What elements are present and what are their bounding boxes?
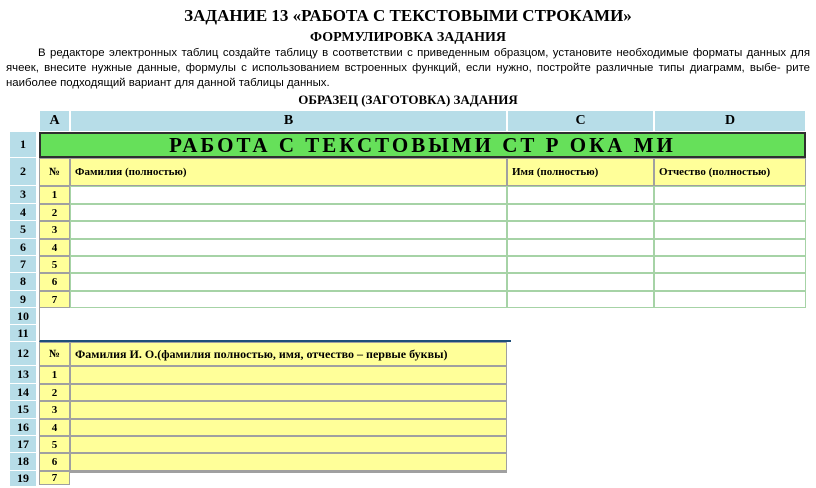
row-header-15[interactable]: 15 <box>10 401 36 419</box>
table1-row-number: 6 <box>39 273 70 291</box>
row-header-13[interactable]: 13 <box>10 366 36 384</box>
table1-data-cell[interactable] <box>70 204 507 221</box>
table1-row-number: 1 <box>39 186 70 204</box>
row-header-8[interactable]: 8 <box>10 273 36 291</box>
table2-data-cell[interactable] <box>70 453 507 471</box>
table2-data-cell[interactable] <box>70 384 507 401</box>
table1-data-cell[interactable] <box>654 204 806 221</box>
table1-data-cell[interactable] <box>654 256 806 273</box>
table1-header-2: Фамилия (полностью) <box>70 158 507 186</box>
table1-data-cell[interactable] <box>70 239 507 256</box>
table2-data-cell[interactable] <box>70 436 507 453</box>
row-header-1[interactable]: 1 <box>10 132 36 158</box>
table1-row-number: 7 <box>39 291 70 308</box>
table1-data-cell[interactable] <box>654 291 806 308</box>
table1-row-number: 4 <box>39 239 70 256</box>
table1-data-cell[interactable] <box>70 186 507 204</box>
table1-data-cell[interactable] <box>70 256 507 273</box>
table2-row-number: 5 <box>39 436 70 453</box>
table2-data-cell[interactable] <box>70 366 507 384</box>
row-header-3[interactable]: 3 <box>10 186 36 204</box>
row-header-9[interactable]: 9 <box>10 291 36 308</box>
row-header-19[interactable]: 19 <box>10 471 36 487</box>
row-header-2[interactable]: 2 <box>10 158 36 186</box>
row-header-17[interactable]: 17 <box>10 436 36 453</box>
table1-data-cell[interactable] <box>507 239 654 256</box>
table1-data-cell[interactable] <box>70 221 507 239</box>
row-header-4[interactable]: 4 <box>10 204 36 221</box>
table1-data-cell[interactable] <box>70 291 507 308</box>
row-header-11[interactable]: 11 <box>10 325 36 342</box>
table2-data-cell[interactable] <box>70 419 507 436</box>
row-header-5[interactable]: 5 <box>10 221 36 239</box>
row-header-10[interactable]: 10 <box>10 308 36 325</box>
table1-header-3: Имя (полностью) <box>507 158 654 186</box>
table2-row-number: 7 <box>39 471 70 485</box>
blank-row-10 <box>39 308 511 325</box>
row-header-7[interactable]: 7 <box>10 256 36 273</box>
table1-header-1: № <box>39 158 70 186</box>
section-subtitle: ФОРМУЛИРОВКА ЗАДАНИЯ <box>310 30 506 45</box>
column-header-d[interactable]: D <box>654 110 806 132</box>
task-description: В редакторе электронных таблиц создайте таблицу в соответствии с приведенным образцом, установите необходимые форматы данных для ячеек, внесите нужные данные, формулы с использованием встроенных функций, если нужно, постройте различные типы диаграмм, выбе- рите наиболее подходящий вариант для данной таблицы данных. <box>6 47 810 89</box>
table2-header-1: № <box>39 342 70 366</box>
table2-data-cell[interactable] <box>70 401 507 419</box>
table2-row-number: 1 <box>39 366 70 384</box>
row-header-6[interactable]: 6 <box>10 239 36 256</box>
table2-row-number: 2 <box>39 384 70 401</box>
table2-header-2: Фамилия И. О.(фамилия полностью, имя, отчество – первые буквы) <box>70 342 507 366</box>
table2-data-cell[interactable] <box>70 471 507 473</box>
banner-title: РАБОТА С ТЕКСТОВЫМИ СТ Р ОКА МИ <box>39 132 806 158</box>
table2-row-number: 4 <box>39 419 70 436</box>
table1-data-cell[interactable] <box>654 221 806 239</box>
row-header-12[interactable]: 12 <box>10 342 36 366</box>
table1-data-cell[interactable] <box>654 186 806 204</box>
row-header-16[interactable]: 16 <box>10 419 36 436</box>
row-header-14[interactable]: 14 <box>10 384 36 401</box>
table1-row-number: 2 <box>39 204 70 221</box>
table1-data-cell[interactable] <box>654 239 806 256</box>
row-header-18[interactable]: 18 <box>10 453 36 471</box>
table2-row-number: 6 <box>39 453 70 471</box>
table1-data-cell[interactable] <box>70 273 507 291</box>
table1-header-4: Отчество (полностью) <box>654 158 806 186</box>
sample-title: ОБРАЗЕЦ (ЗАГОТОВКА) ЗАДАНИЯ <box>298 92 518 107</box>
table1-data-cell[interactable] <box>507 256 654 273</box>
table1-data-cell[interactable] <box>507 291 654 308</box>
column-header-b[interactable]: B <box>70 110 507 132</box>
column-header-a[interactable]: A <box>39 110 70 132</box>
table1-data-cell[interactable] <box>654 273 806 291</box>
page-title: ЗАДАНИЕ 13 «РАБОТА С ТЕКСТОВЫМИ СТРОКАМИ» <box>184 6 632 25</box>
table1-data-cell[interactable] <box>507 186 654 204</box>
table2-row-number: 3 <box>39 401 70 419</box>
table1-row-number: 5 <box>39 256 70 273</box>
table1-data-cell[interactable] <box>507 204 654 221</box>
table1-data-cell[interactable] <box>507 221 654 239</box>
table1-data-cell[interactable] <box>507 273 654 291</box>
column-header-c[interactable]: C <box>507 110 654 132</box>
table1-row-number: 3 <box>39 221 70 239</box>
blank-row-11 <box>39 325 511 342</box>
